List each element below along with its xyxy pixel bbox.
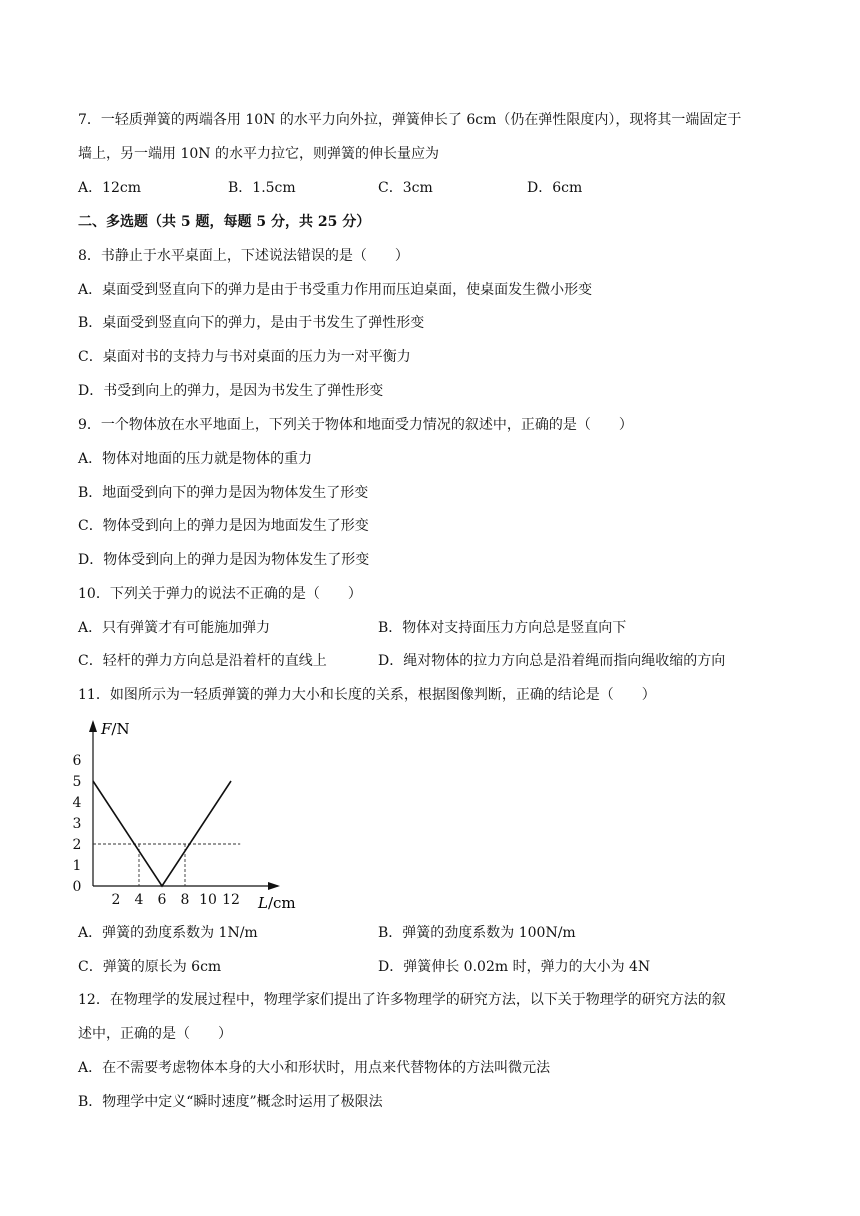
x-axis-arrow bbox=[268, 882, 280, 890]
x-tick-label: 10 bbox=[199, 892, 217, 908]
q12-stem-line2: 述中，正确的是（ ） bbox=[78, 1026, 232, 1042]
q7-stem-line2: 墙上，另一端用 10N 的水平力拉它，则弹簧的伸长量应为 bbox=[78, 146, 439, 162]
q7-stem-line1: 7．一轻质弹簧的两端各用 10N 的水平力向外拉，弹簧伸长了 6cm（仍在弹性限度内），现将其一端固定于 bbox=[78, 112, 742, 128]
q7-option-a[interactable]: A．12cm bbox=[78, 180, 142, 196]
q11-stem: 11．如图所示为一轻质弹簧的弹力大小和长度的关系，根据图像判断，正确的结论是（ ） bbox=[78, 687, 656, 703]
y-tick-label: 0 bbox=[72, 879, 82, 895]
graph-y-label bbox=[100, 720, 130, 738]
graph-axes bbox=[89, 720, 280, 890]
q11-option-b[interactable]: B．弹簧的劲度系数为 100N/m bbox=[378, 925, 576, 941]
y-label-variable: F bbox=[101, 720, 112, 738]
q12-option-a[interactable]: A．在不需要考虑物体本身的大小和形状时，用点来代替物体的方法叫微元法 bbox=[78, 1060, 551, 1076]
q11-option-d[interactable]: D．弹簧伸长 0.02m 时，弹力的大小为 4N bbox=[378, 959, 651, 975]
y-axis-arrow bbox=[89, 720, 97, 732]
q12-stem-line1: 12．在物理学的发展过程中，物理学家们提出了许多物理学的研究方法，以下关于物理学的研究方法的叙 bbox=[78, 992, 726, 1008]
q10-option-b[interactable]: B．物体对支持面压力方向总是竖直向下 bbox=[378, 620, 627, 636]
q9-stem: 9．一个物体放在水平地面上，下列关于物体和地面受力情况的叙述中，正确的是（ ） bbox=[78, 417, 633, 433]
graph-data-line bbox=[93, 781, 231, 886]
y-tick-label: 4 bbox=[72, 795, 82, 811]
x-tick-label: 12 bbox=[222, 892, 240, 908]
q11-option-a[interactable]: A．弹簧的劲度系数为 1N/m bbox=[78, 925, 258, 941]
q10-option-d[interactable]: D．绳对物体的拉力方向总是沿着绳而指向绳收缩的方向 bbox=[378, 653, 726, 669]
q8-stem: 8．书静止于水平桌面上，下述说法错误的是（ ） bbox=[78, 248, 409, 264]
x-label-variable: L bbox=[258, 894, 268, 912]
q11-option-c[interactable]: C．弹簧的原长为 6cm bbox=[78, 959, 222, 975]
graph-x-label bbox=[257, 894, 296, 912]
y-tick-label: 1 bbox=[72, 858, 82, 874]
x-tick-label: 4 bbox=[134, 892, 144, 908]
x-tick-label: 2 bbox=[111, 892, 121, 908]
section-heading: 二、多选题（共 5 题，每题 5 分，共 25 分） bbox=[78, 214, 371, 230]
x-tick-label: 6 bbox=[157, 892, 167, 908]
force-length-line bbox=[93, 781, 231, 886]
q9-option-a[interactable]: A．物体对地面的压力就是物体的重力 bbox=[78, 451, 313, 467]
spring-force-length-graph bbox=[68, 712, 308, 912]
q10-option-c[interactable]: C．轻杆的弹力方向总是沿着杆的直线上 bbox=[78, 653, 327, 669]
q10-option-a[interactable]: A．只有弹簧才有可能施加弹力 bbox=[78, 620, 271, 636]
x-label-unit: /cm bbox=[267, 894, 296, 912]
q8-option-b[interactable]: B．桌面受到竖直向下的弹力，是由于书发生了弹性形变 bbox=[78, 315, 425, 331]
y-tick-label: 3 bbox=[72, 816, 82, 832]
graph-x-ticks bbox=[112, 892, 240, 908]
q7-option-c[interactable]: C．3cm bbox=[378, 180, 433, 196]
q8-option-a[interactable]: A．桌面受到竖直向下的弹力是由于书受重力作用而压迫桌面，使桌面发生微小形变 bbox=[78, 282, 593, 298]
q8-option-d[interactable]: D．书受到向上的弹力，是因为书发生了弹性形变 bbox=[78, 383, 384, 399]
q10-stem: 10．下列关于弹力的说法不正确的是（ ） bbox=[78, 586, 362, 602]
y-tick-label: 2 bbox=[72, 837, 82, 853]
y-tick-label: 5 bbox=[72, 774, 82, 790]
q12-option-b[interactable]: B．物理学中定义“瞬时速度”概念时运用了极限法 bbox=[78, 1094, 383, 1110]
q9-option-d[interactable]: D．物体受到向上的弹力是因为物体发生了形变 bbox=[78, 552, 370, 568]
y-label-unit: /N bbox=[111, 720, 130, 738]
x-tick-label: 8 bbox=[180, 892, 190, 908]
q8-option-c[interactable]: C．桌面对书的支持力与书对桌面的压力为一对平衡力 bbox=[78, 349, 411, 365]
q9-option-c[interactable]: C．物体受到向上的弹力是因为地面发生了形变 bbox=[78, 518, 369, 534]
q7-option-b[interactable]: B．1.5cm bbox=[228, 180, 296, 196]
y-tick-label: 6 bbox=[72, 753, 82, 769]
q9-option-b[interactable]: B．地面受到向下的弹力是因为物体发生了形变 bbox=[78, 485, 369, 501]
graph-y-ticks bbox=[73, 753, 82, 895]
q7-option-d[interactable]: D．6cm bbox=[527, 180, 583, 196]
